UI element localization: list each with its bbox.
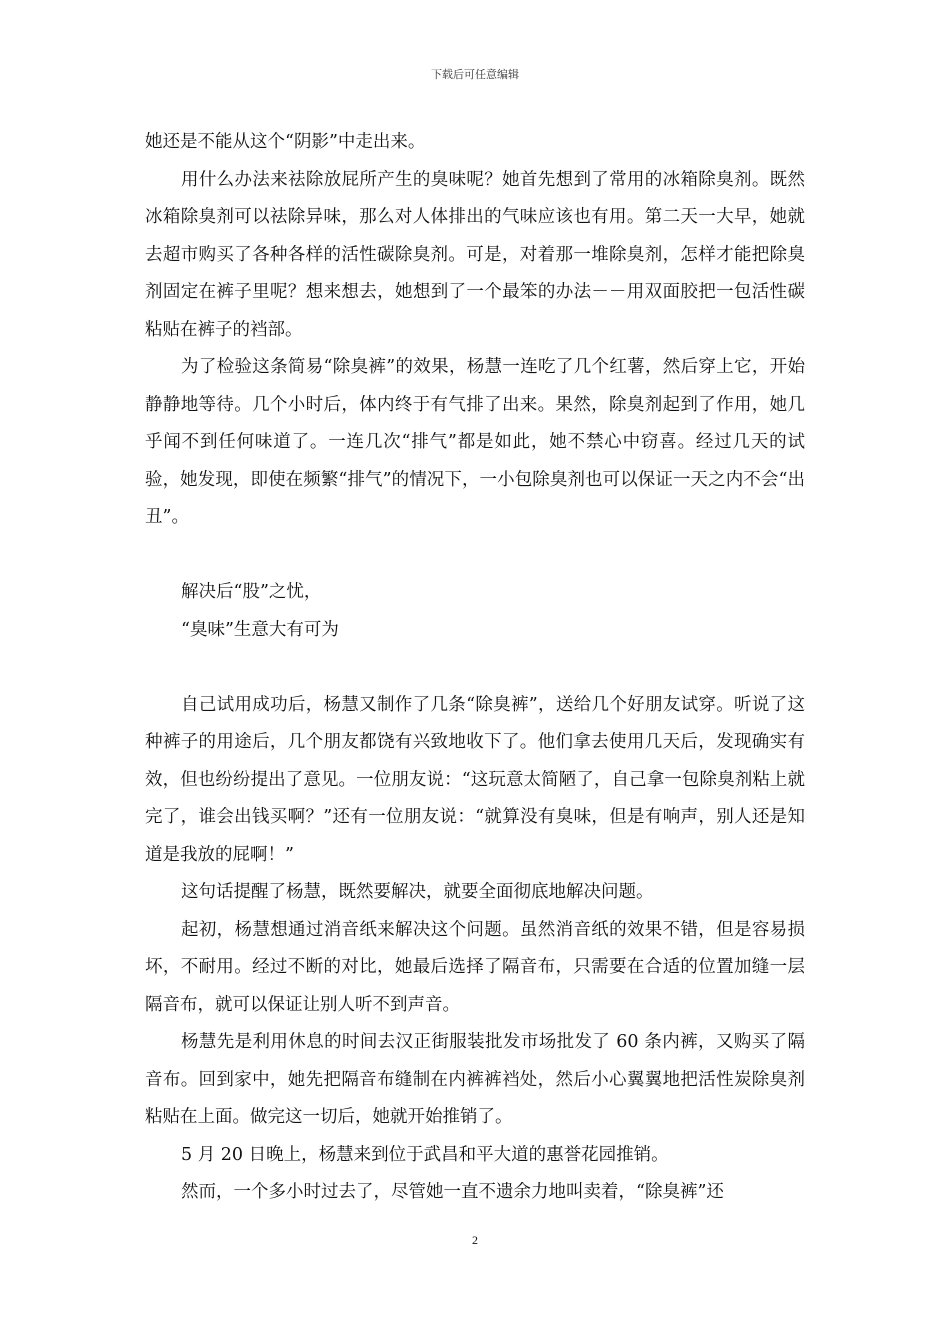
document-body <box>145 124 805 1212</box>
paragraph: 自己试用成功后，杨慧又制作了几条“除臭裤”，送给几个好朋友试穿。听说了这种裤子的用途后，几个朋友都饶有兴致地收下了。他们拿去使用几天后，发现确实有效，但也纷纷提出了意见。一位朋友说：“这玩意太简陋了，自己拿一包除臭剂粘上就完了，谁会出钱买啊？”还有一位朋友说：“就算没有臭味，但是有响声，别人还是知道是我放的屁啊！” <box>145 694 805 865</box>
section-heading-line-1: 解决后“股”之忧， <box>181 582 322 602</box>
paragraph: 用什么办法来祛除放屁所产生的臭味呢？她首先想到了常用的冰箱除臭剂。既然冰箱除臭剂可以祛除异味，那么对人体排出的气味应该也有用。第二天一大早，她就去超市购买了各种各样的活性碳除臭剂。可是，对着那一堆除臭剂，怎样才能把除臭剂固定在裤子里呢？想来想去，她想到了一个最笨的办法－－用双面胶把一包活性碳粘贴在裤子的裆部。 <box>145 169 805 340</box>
paragraph: 然而，一个多小时过去了，尽管她一直不遗余力地叫卖着，“除臭裤”还 <box>181 1182 724 1202</box>
paragraph: 起初，杨慧想通过消音纸来解决这个问题。虽然消音纸的效果不错，但是容易损坏，不耐用。经过不断的对比，她最后选择了隔音布，只需要在合适的位置加缝一层隔音布，就可以保证让别人听不到声音。 <box>145 919 805 1015</box>
paragraph: 杨慧先是利用休息的时间去汉正街服装批发市场批发了 60 条内裤，又购买了隔音布。回到家中，她先把隔音布缝制在内裤裤裆处，然后小心翼翼地把活性炭除臭剂粘贴在上面。做完这一切后，她就开始推销了。 <box>145 1032 805 1127</box>
page-number: 2 <box>472 1233 478 1247</box>
paragraph: 她还是不能从这个“阴影”中走出来。 <box>145 132 426 152</box>
page-header: 下载后可任意编辑 <box>431 68 519 81</box>
paragraph: 5 月 20 日晚上，杨慧来到位于武昌和平大道的惠誉花园推销。 <box>181 1144 669 1165</box>
blank-line <box>145 649 805 687</box>
paragraph: 为了检验这条简易“除臭裤”的效果，杨慧一连吃了几个红薯，然后穿上它，开始静静地等待。几个小时后，体内终于有气排了出来。果然，除臭剂起到了作用，她几乎闻不到任何味道了。一连几次“排气”都是如此，她不禁心中窃喜。经过几天的试验，她发现，即使在频繁“排气”的情况下，一小包除臭剂也可以保证一天之内不会“出丑”。 <box>145 357 805 527</box>
section-heading-line-2: “臭味”生意大有可为 <box>181 619 339 640</box>
paragraph: 这句话提醒了杨慧，既然要解决，就要全面彻底地解决问题。 <box>181 882 654 902</box>
blank-line <box>145 537 805 575</box>
